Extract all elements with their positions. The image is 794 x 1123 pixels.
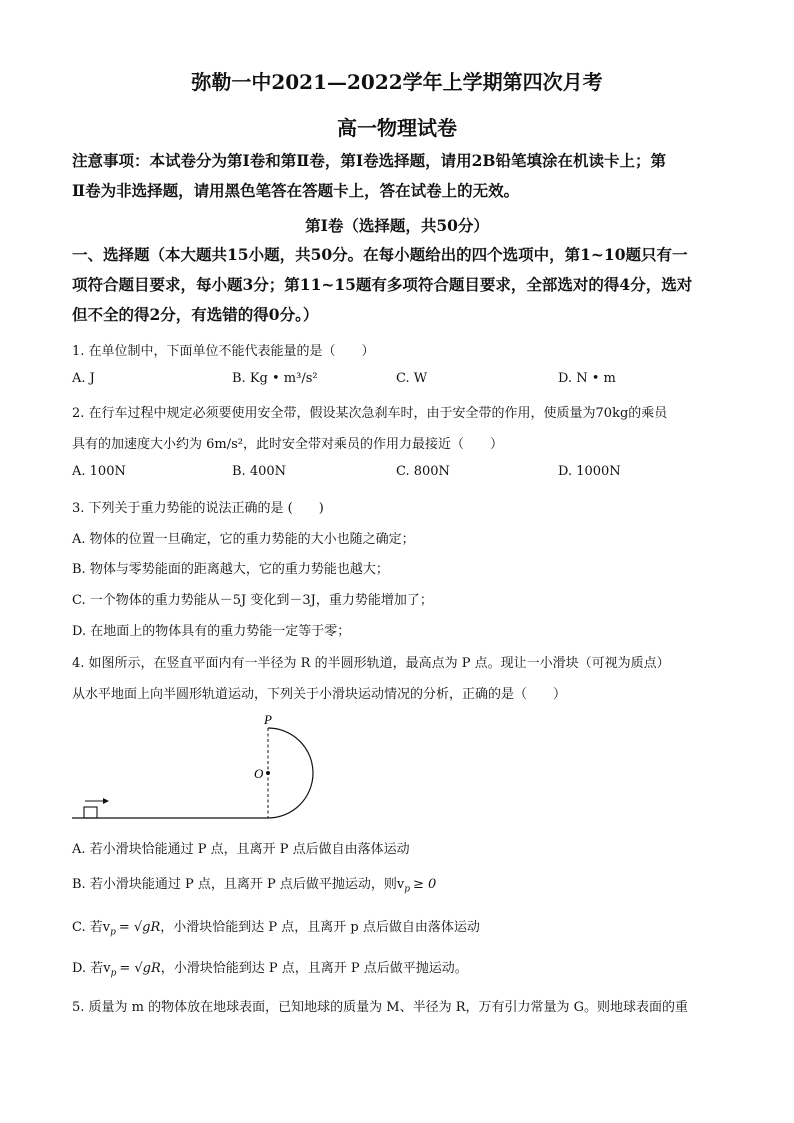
q4-option-b-subscript: p: [404, 884, 410, 895]
q4-option-d-text: ，小滑块恰能到达 P 点，且离开 P 点后做平抛运动。: [160, 961, 468, 976]
notice-line-2: Ⅱ卷为非选择题，请用黑色笔答在答题卡上，答在试卷上的无效。: [72, 181, 520, 200]
exam-subtitle: 高一物理试卷: [337, 116, 457, 140]
velocity-arrowhead: [103, 798, 109, 804]
slider-block: [84, 807, 97, 818]
label-p: P: [264, 712, 272, 727]
section-instructions-3: 但不全的得2分，有选错的得0分。）: [72, 305, 319, 324]
center-point: [266, 771, 270, 775]
q1-option-d: D. N • m: [558, 371, 616, 386]
semicircle-track: [268, 728, 313, 818]
q4-option-d-subscript: p: [110, 968, 117, 979]
q4-option-c-lead: C. 若v: [72, 920, 111, 935]
question-1-stem: 1. 在单位制中，下面单位不能代表能量的是（ ）: [72, 344, 375, 359]
q3-option-a: A. 物体的位置一旦确定，它的重力势能的大小也随之确定；: [72, 532, 415, 547]
q1-option-c: C. W: [396, 371, 428, 386]
notice-line-1: 注意事项：本试卷分为第Ⅰ卷和第Ⅱ卷，第Ⅰ卷选择题，请用2B铅笔填涂在机读卡上；第: [72, 151, 666, 170]
q4-option-c-subscript: p: [110, 927, 116, 938]
q4-option-b-formula: ≥ 0: [412, 877, 437, 892]
question-4-stem-1: 4. 如图所示，在竖直平面内有一半径为 R 的半圆形轨道，最高点为 P 点。现让一小滑块（可视为质点）: [72, 656, 670, 671]
q2-option-a: A. 100N: [72, 464, 126, 479]
question-4-stem-2: 从水平地面上向半圆形轨道运动，下列关于小滑块运动情况的分析，正确的是（ ）: [72, 687, 567, 702]
semicircle-track-figure: [72, 710, 332, 830]
question-5-stem-1: 5. 质量为 m 的物体放在地球表面，已知地球的质量为 M、半径为 R，万有引力常量为 G。则地球表面的重: [72, 1000, 689, 1015]
q4-option-d-formula: = √gR: [119, 961, 161, 976]
section-instructions-2: 项符合题目要求，每小题3分；第11~15题有多项符合题目要求，全部选对的得4分，选对: [72, 275, 693, 294]
q4-option-c-formula: = √gR: [118, 920, 161, 935]
label-o: O: [254, 766, 264, 781]
q4-option-c-text: ，小滑块恰能到达 P 点，且离开 p 点后做自由落体运动: [160, 920, 480, 935]
q4-option-d: [72, 957, 468, 979]
q4-option-c: [72, 916, 480, 938]
q2-option-b: B. 400N: [232, 464, 287, 479]
section-title: 第Ⅰ卷（选择题，共50分）: [305, 216, 489, 235]
q3-option-b: B. 物体与零势能面的距离越大，它的重力势能也越大；: [72, 562, 389, 577]
section-instructions-1: 一、选择题（本大题共15小题，共50分。在每小题给出的四个选项中，第1~10题只有一: [72, 245, 688, 264]
q4-option-d-lead: D. 若v: [72, 961, 111, 976]
q4-option-b: [72, 873, 436, 895]
question-2-stem-2: 具有的加速度大小约为 6m/s²，此时安全带对乘员的作用力最接近（ ）: [72, 437, 503, 452]
q2-option-d: D. 1000N: [558, 464, 621, 479]
q4-option-b-text: B. 若小滑块能通过 P 点，且离开 P 点后做平抛运动，则v: [72, 877, 405, 892]
q2-option-c: C. 800N: [396, 464, 450, 479]
q3-option-c: C. 一个物体的重力势能从－5J 变化到－3J，重力势能增加了；: [72, 593, 433, 608]
exam-title: 弥勒一中2021—2022学年上学期第四次月考: [191, 70, 603, 94]
question-2-stem-1: 2. 在行车过程中规定必须要使用安全带，假设某次急刹车时，由于安全带的作用，使质量为70kg的乘员: [72, 406, 668, 421]
question-3-stem: 3. 下列关于重力势能的说法正确的是 ( ): [72, 501, 324, 516]
q1-option-a: A. J: [72, 371, 95, 386]
q1-option-b: B. Kg • m³/s²: [232, 371, 318, 386]
q4-option-a: A. 若小滑块恰能通过 P 点，且离开 P 点后做自由落体运动: [72, 842, 410, 857]
q3-option-d: D. 在地面上的物体具有的重力势能一定等于零；: [72, 624, 351, 639]
